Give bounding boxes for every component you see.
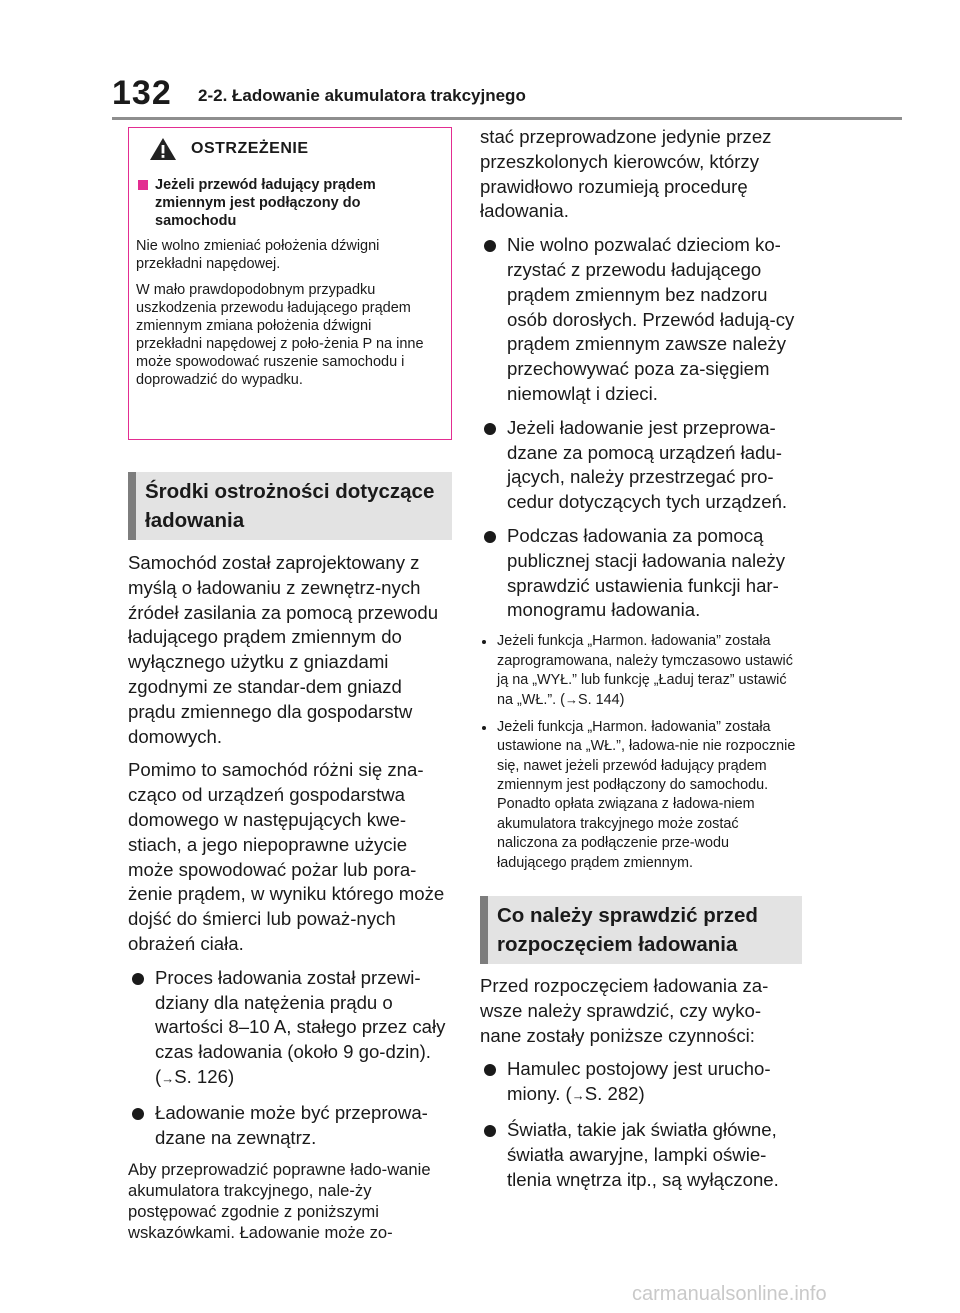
list-item-text: Ładowanie może być przeprowa-dzane na zewnątrz. bbox=[155, 1101, 428, 1148]
warning-subheading bbox=[136, 176, 441, 230]
warning-body bbox=[129, 170, 451, 389]
warning-triangle-icon bbox=[149, 137, 177, 161]
list-item bbox=[128, 966, 452, 1092]
page-number: 132 bbox=[112, 74, 172, 112]
section-title: 2-2. Ładowanie akumulatora trakcyjnego bbox=[198, 86, 526, 105]
list-item bbox=[128, 1101, 452, 1151]
body-paragraph: Pomimo to samochód różni się zna-cząco od urządzeń gospodarstwa domowego w następujących kwe-stiach, a jego niepoprawne użycie może spowodować pożar lub pora-żenie prądem, w wyniku którego może dojść do śmierci lub poważ-nych obrażeń ciała. bbox=[128, 759, 445, 954]
list-item bbox=[480, 233, 802, 407]
list-item-text: Światła, takie jak światła główne, światła awaryjne, lampki oświe-tlenia wnętrza itp., są wyłączone. bbox=[507, 1119, 779, 1190]
list-item bbox=[480, 524, 802, 623]
body-paragraph: Przed rozpoczęciem ładowania za-wsze należy sprawdzić, czy wyko-nane zostały poniższe czynności: bbox=[480, 975, 769, 1046]
warning-label: OSTRZEŻENIE bbox=[191, 140, 309, 157]
page-reference[interactable]: S. 282) bbox=[584, 1083, 645, 1105]
header-rule bbox=[112, 117, 902, 120]
body-paragraph: stać przeprowadzone jedynie przez przeszkolonych kierowców, którzy prawidłowo rozumieją procedurę ładowania. bbox=[480, 126, 772, 222]
small-bullet-icon bbox=[482, 726, 486, 730]
bullet-icon bbox=[132, 1108, 144, 1120]
list-item bbox=[480, 416, 802, 515]
section-heading: Środki ostrożności dotyczące ładowania bbox=[128, 472, 452, 540]
arrow-icon: → bbox=[564, 692, 578, 708]
warning-box bbox=[128, 127, 452, 440]
body-paragraph: Aby przeprowadzić poprawne łado-wanie akumulatora trakcyjnego, nale-ży postępować zgodnie z poniższymi wskazówkami. Ładowanie może zo- bbox=[128, 1160, 431, 1243]
list-item bbox=[480, 1057, 802, 1109]
note-text: Jeżeli funkcja „Harmon. ładowania” została zaprogramowana, należy tymczasowo ustawić ją na „WYŁ.” lub funkcję „Ładuj teraz” ustawić na „WŁ.”. (→S. 144) bbox=[497, 633, 793, 709]
arrow-icon: → bbox=[161, 1070, 175, 1086]
left-column bbox=[128, 127, 452, 1252]
warning-header bbox=[129, 128, 451, 170]
warning-paragraph: W mało prawdopodobnym przypadku uszkodzenia przewodu ładującego prądem zmiennym zmiana położenia dźwigni przekładni napędowej z poło-żenia P na inne może spowodować ruszenie samochodu i doprowadzić do wypadku. bbox=[136, 282, 424, 388]
square-bullet-icon bbox=[138, 180, 148, 190]
bullet-icon bbox=[484, 1064, 496, 1076]
list-item-text: Nie wolno pozwalać dzieciom ko-rzystać z przewodu ładującego prądem zmiennym bez nadzoru osób dorosłych. Przewód ładują-cy prądem zmiennym zawsze należy przechowywać poza za-sięgiem niemowląt i dzieci. bbox=[507, 234, 795, 404]
bullet-icon bbox=[132, 973, 144, 985]
warning-paragraph: Nie wolno zmieniać położenia dźwigni przekładni napędowej. bbox=[136, 238, 380, 272]
list-item-text: Podczas ładowania za pomocą publicznej stacji ładowania należy sprawdzić ustawienia funkcji har-monogramu ładowania. bbox=[507, 524, 786, 621]
bullet-icon bbox=[484, 1125, 496, 1137]
list-item-text: Proces ładowania został przewi-dziany dla natężenia prądu o wartości 8–10 A, stałego przez cały czas ładowania (około 9 go-dzin). (→S. 126) bbox=[155, 966, 446, 1087]
body-paragraph: Samochód został zaprojektowany z myślą o ładowaniu z zewnętrz-nych źródeł zasilania za pomocą przewodu ładującego prądem zmiennym do wyłącznego użytku z gniazdami zgodnymi ze standar-dem gniazd prądu zmiennego dla gospodarstw domowych. bbox=[128, 552, 439, 747]
note-text: Jeżeli funkcja „Harmon. ładowania” została ustawione na „WŁ.”, ładowa-nie nie rozpocznie się, nawet jeżeli przewód ładujący prądem zmiennym jest podłączony do samochodu. Ponadto opłata związana z ładowa-niem akumulatora trakcyjnego może zostać naliczona za podłączenie prze-wodu ładującego prądem zmiennym. bbox=[497, 718, 796, 871]
page-reference[interactable]: S. 126) bbox=[174, 1065, 235, 1087]
arrow-icon: → bbox=[571, 1088, 585, 1104]
note-item bbox=[480, 632, 802, 711]
bullet-icon bbox=[484, 531, 496, 543]
watermark: carmanualsonline.info bbox=[632, 1283, 827, 1305]
note-item bbox=[480, 718, 802, 873]
right-column bbox=[480, 125, 802, 1201]
bullet-icon bbox=[484, 240, 496, 252]
bullet-icon bbox=[484, 423, 496, 435]
list-item-text: Jeżeli ładowanie jest przeprowa-dzane za pomocą urządzeń ładu-jących, należy przestrzegać pro-cedur dotyczących tych urządzeń. bbox=[507, 416, 788, 513]
section-heading: Co należy sprawdzić przed rozpoczęciem ładowania bbox=[480, 896, 802, 964]
page-reference[interactable]: S. 144) bbox=[577, 692, 625, 709]
warning-subheading-text: Jeżeli przewód ładujący prądem zmiennym jest podłączony do samochodu bbox=[155, 177, 376, 229]
list-item bbox=[480, 1118, 802, 1192]
list-item-text: Hamulec postojowy jest urucho-miony. (→S. 282) bbox=[507, 1058, 771, 1105]
small-bullet-icon bbox=[482, 640, 486, 644]
